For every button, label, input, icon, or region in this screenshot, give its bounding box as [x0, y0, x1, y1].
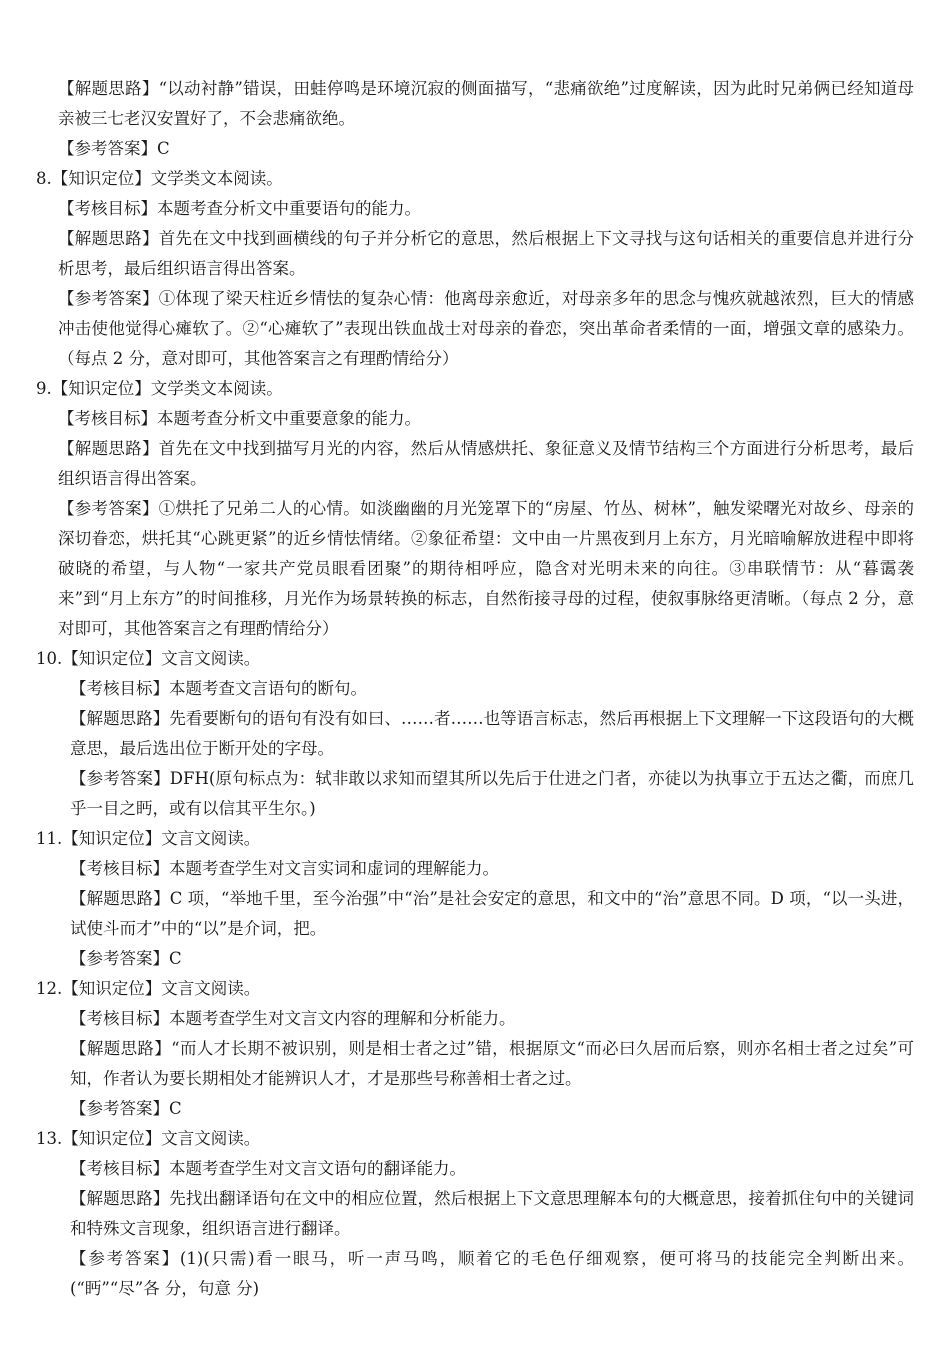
question-12-heading: 12.【知识定位】文言文阅读。 — [36, 979, 261, 998]
question-9-heading: 9.【知识定位】文学类文本阅读。 — [36, 379, 283, 398]
question-10-heading: 10.【知识定位】文言文阅读。 — [36, 649, 261, 668]
question-13-thinking: 【解题思路】先找出翻译语句在文中的相应位置，然后根据上下文意思理解本句的大概意思，接着抓住句中的关键词和特殊文言现象，组织语言进行翻译。 — [70, 1189, 914, 1238]
question-12-goal: 【考核目标】本题考查学生对文言文内容的理解和分析能力。 — [70, 1009, 516, 1028]
question-13-heading: 13.【知识定位】文言文阅读。 — [36, 1129, 261, 1148]
question-10-thinking: 【解题思路】先看要断句的语句有没有如曰、……者……也等语言标志，然后再根据上下文理解一下这段语句的大概意思，最后选出位于断开处的字母。 — [70, 709, 914, 758]
question-11-thinking: 【解题思路】C 项，“举地千里，至今治强”中“治”是社会安定的意思，和文中的“治”意思不同。D 项，“以一头进，试使斗而才”中的“以”是介词，把。 — [70, 889, 914, 938]
question-9-answer: 【参考答案】①烘托了兄弟二人的心情。如淡幽幽的月光笼罩下的“房屋、竹丛、树林”，触发梁曙光对故乡、母亲的深切眷恋，烘托其“心跳更紧”的近乡情怯情绪。②象征希望：文中由一片黑夜到月上东方，月光暗喻解放进程中即将破晓的希望，与人物“一家共产党员眼看团聚”的期待相呼应，隐含对光明未来的向往。③串联情节：从“暮霭袭来”到“月上东方”的时间推移，月光作为场景转换的标志，自然衔接寻母的过程，使叙事脉络更清晰。（每点 2 分，意对即可，其他答案言之有理酌情给分） — [58, 499, 914, 638]
question-9-thinking: 【解题思路】首先在文中找到描写月光的内容，然后从情感烘托、象征意义及情节结构三个方面进行分析思考，最后组织语言得出答案。 — [58, 439, 914, 488]
question-8-goal: 【考核目标】本题考查分析文中重要语句的能力。 — [58, 199, 421, 218]
question-10-goal: 【考核目标】本题考查文言语句的断句。 — [70, 679, 367, 698]
paragraph-q7-answer: 【参考答案】C — [58, 139, 170, 158]
question-11-answer: 【参考答案】C — [70, 949, 182, 968]
question-11-goal: 【考核目标】本题考查学生对文言实词和虚词的理解能力。 — [70, 859, 499, 878]
question-13-goal: 【考核目标】本题考查学生对文言文语句的翻译能力。 — [70, 1159, 466, 1178]
question-10-answer: 【参考答案】DFH(原句标点为：轼非敢以求知而望其所以先后于仕进之门者，亦徒以为执事立于五达之衢，而庶几乎一目之眄，或有以信其平生尔。) — [70, 769, 914, 818]
paragraph-q7-thinking: 【解题思路】“以动衬静”错误，田蛙停鸣是环境沉寂的侧面描写，“悲痛欲绝”过度解读，因为此时兄弟俩已经知道母亲被三七老汉安置好了，不会悲痛欲绝。 — [58, 79, 914, 128]
question-11-heading: 11.【知识定位】文言文阅读。 — [36, 829, 261, 848]
question-13-answer: 【参考答案】(1)(只需)看一眼马，听一声马鸣，顺着它的毛色仔细观察，便可将马的技能完全判断出来。(“眄”“尽”各 分，句意 分) — [70, 1249, 914, 1298]
question-8-heading: 8.【知识定位】文学类文本阅读。 — [36, 169, 283, 188]
question-12-answer: 【参考答案】C — [70, 1099, 182, 1118]
question-8-thinking: 【解题思路】首先在文中找到画横线的句子并分析它的意思，然后根据上下文寻找与这句话相关的重要信息并进行分析思考，最后组织语言得出答案。 — [58, 229, 914, 278]
question-12-thinking: 【解题思路】“而人才长期不被识别，则是相士者之过”错，根据原文“而必曰久居而后察，则亦名相士者之过矣”可知，作者认为要长期相处才能辨识人才，才是那些号称善相士者之过。 — [70, 1039, 914, 1088]
question-9-goal: 【考核目标】本题考查分析文中重要意象的能力。 — [58, 409, 421, 428]
question-8-answer: 【参考答案】①体现了梁天柱近乡情怯的复杂心情：他离母亲愈近，对母亲多年的思念与愧疚就越浓烈，巨大的情感冲击使他觉得心瘫软了。②“心瘫软了”表现出铁血战士对母亲的眷恋，突出革命者柔情的一面，增强文章的感染力。（每点 2 分，意对即可，其他答案言之有理酌情给分） — [58, 289, 914, 368]
